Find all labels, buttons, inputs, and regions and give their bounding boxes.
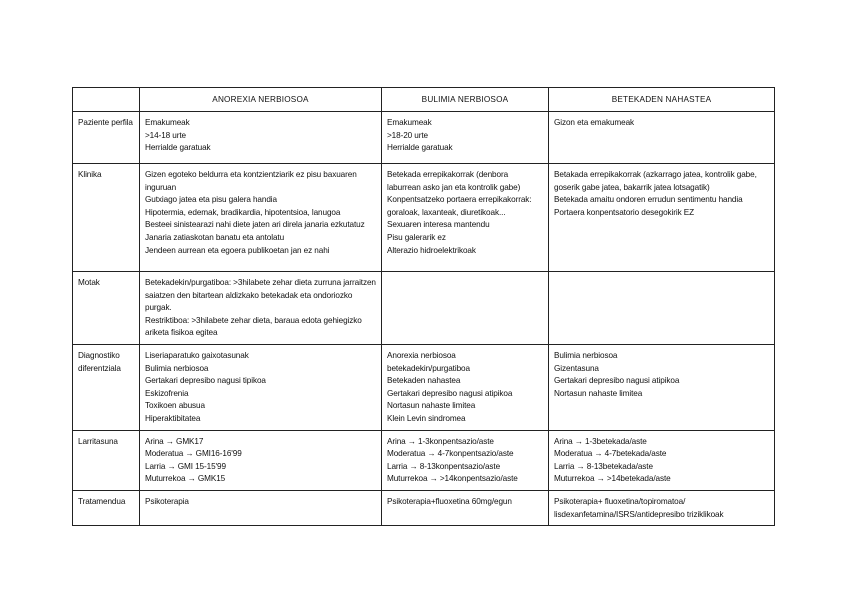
table-row-motak (73, 272, 775, 345)
table-cell (549, 112, 775, 164)
table-cell (140, 272, 382, 345)
cell-line: Hiperaktibitatea (145, 413, 201, 423)
cell-line: Moderatua → GMI16-16'99 (145, 449, 242, 459)
cell-line: Besteei sinistearazi nahi diete jaten ari direla janaria ezkutatuz (145, 220, 365, 230)
cell-line: Bulimia nerbiosoa (145, 363, 209, 373)
cell-line: betekadekin/purgatiboa (387, 363, 470, 373)
row-label: Klinika (73, 164, 140, 272)
cell-line: Gizen egoteko beldurra eta kontzientziarik ez pisu baxuaren inguruan (145, 170, 357, 192)
cell-line: Moderatua → 4-7konpentsazio/aste (387, 449, 514, 459)
cell-line: Betekadekin/purgatiboa: >3hilabete zehar dieta zurruna jarraitzen saiatzen den bitartean aldizkako betekadak eta ondoriozko purgak. (145, 278, 376, 313)
cell-line: Larria → GMI 15-15'99 (145, 461, 226, 471)
cell-line: Larria → 8-13konpentsazio/aste (387, 461, 501, 471)
cell-line: Betakada errepikakorrak (azkarrago jatea, kontrolik gabe, goserik gabe jatea, bakarrik jatea lotsagatik) (554, 170, 757, 192)
table-cell (382, 112, 549, 164)
cell-line: Hipotermia, edemak, bradikardia, hipotentsioa, lanugoa (145, 207, 341, 217)
table-cell (549, 164, 775, 272)
cell-line: Gizon eta emakumeak (554, 118, 635, 127)
cell-line: Gizentasuna (554, 363, 599, 373)
table-cell (549, 490, 775, 525)
header-anorexia: ANOREXIA NERBIOSOA (140, 88, 382, 112)
cell-line: Gertakari depresibo nagusi tipikoa (145, 376, 266, 386)
cell-line: Arina → 1-3betekada/aste (554, 436, 647, 446)
cell-line: Klein Levin sindromea (387, 413, 466, 423)
cell-line: Arina → GMK17 (145, 436, 204, 446)
cell-line: Arina → 1-3konpentsazio/aste (387, 436, 494, 446)
cell-line: Muturrekoa → >14betekada/aste (554, 474, 671, 484)
table-cell (140, 490, 382, 525)
table-row-diagnostiko-diferentziala (73, 344, 775, 430)
cell-line: Gutxiago jatea eta pisu galera handia (145, 195, 277, 205)
table-cell (549, 344, 775, 430)
cell-line: Restriktiboa: >3hilabete zehar dieta, baraua edota gehiegizko ariketa fisikoa egitea (145, 315, 362, 338)
row-label: Larritasuna (73, 430, 140, 490)
cell-line: Muturrekoa → GMK15 (145, 474, 226, 484)
table-cell (382, 490, 549, 525)
header-empty (73, 88, 140, 112)
table-row-larritasuna (73, 430, 775, 490)
cell-line: Muturrekoa → >14konpentsazio/aste (387, 474, 518, 484)
table-cell (140, 112, 382, 164)
table-cell (140, 430, 382, 490)
cell-line: Psikoterapia+ fluoxetina/topiromatoa/ lisdexanfetamina/ISRS/antidepresibo triziklikoak (554, 496, 724, 519)
cell-line: >18-20 urte (387, 130, 429, 140)
cell-line: Betekada amaitu ondoren errudun sentimentu handia (554, 195, 743, 205)
row-label: Motak (73, 272, 140, 345)
cell-line: Herrialde garatuak (387, 143, 453, 153)
cell-line: Sexuaren interesa mantendu (387, 220, 490, 230)
header-row (73, 88, 775, 112)
cell-line: Janaria zatiaskotan banatu eta antolatu (145, 232, 285, 242)
table-cell (382, 344, 549, 430)
header-betekaden: BETEKADEN NAHASTEA (549, 88, 775, 112)
cell-line: Gertakari depresibo nagusi atipikoa (554, 376, 680, 386)
header-bulimia: BULIMIA NERBIOSOA (382, 88, 549, 112)
cell-line: Nortasun nahaste limitea (554, 388, 643, 398)
cell-line: Herrialde garatuak (145, 143, 211, 153)
table-cell (140, 164, 382, 272)
table-cell (382, 272, 549, 345)
cell-line: >14-18 urte (145, 130, 187, 140)
row-label: Tratamendua (73, 490, 140, 525)
cell-line: Konpentsatzeko portaera errepikakorrak: goraloak, laxanteak, diuretikoak... (387, 195, 532, 217)
cell-line: Larria → 8-13betekada/aste (554, 461, 653, 471)
cell-line: Betekaden nahastea (387, 376, 461, 386)
table-cell (382, 430, 549, 490)
cell-line: Nortasun nahaste limitea (387, 401, 476, 411)
row-label: Paziente perfila (73, 112, 140, 164)
table-cell (549, 272, 775, 345)
cell-line: Portaera konpentsatorio desegokirik EZ (554, 207, 695, 217)
comparison-table (72, 87, 775, 526)
cell-line: Anorexia nerbiosoa (387, 350, 456, 360)
cell-line: Psikoterapia+fluoxetina 60mg/egun (387, 496, 512, 506)
cell-line: Emakumeak (387, 118, 432, 127)
cell-line: Alterazio hidroelektrikoak (387, 245, 476, 255)
cell-line: Eskizofrenia (145, 388, 189, 398)
table-cell (382, 164, 549, 272)
cell-line: Betekada errepikakorrak (denbora laburrean asko jan eta kontrolik gabe) (387, 170, 521, 192)
cell-line: Liseriaparatuko gaixotasunak (145, 350, 249, 360)
cell-line: Pisu galerarik ez (387, 232, 446, 242)
table-cell (549, 430, 775, 490)
table-row-paziente-perfila (73, 112, 775, 164)
cell-line: Psikoterapia (145, 496, 189, 506)
table-row-tratamendua (73, 490, 775, 525)
table-row-klinika (73, 164, 775, 272)
row-label: Diagnostiko diferentziala (73, 344, 140, 430)
table-cell (140, 344, 382, 430)
cell-line: Gertakari depresibo nagusi atipikoa (387, 388, 513, 398)
cell-line: Moderatua → 4-7betekada/aste (554, 449, 667, 459)
cell-line: Bulimia nerbiosoa (554, 350, 618, 360)
cell-line: Emakumeak (145, 118, 190, 127)
cell-line: Toxikoen abusua (145, 401, 205, 411)
cell-line: Jendeen aurrean eta egoera publikoetan jan ez nahi (145, 245, 330, 255)
